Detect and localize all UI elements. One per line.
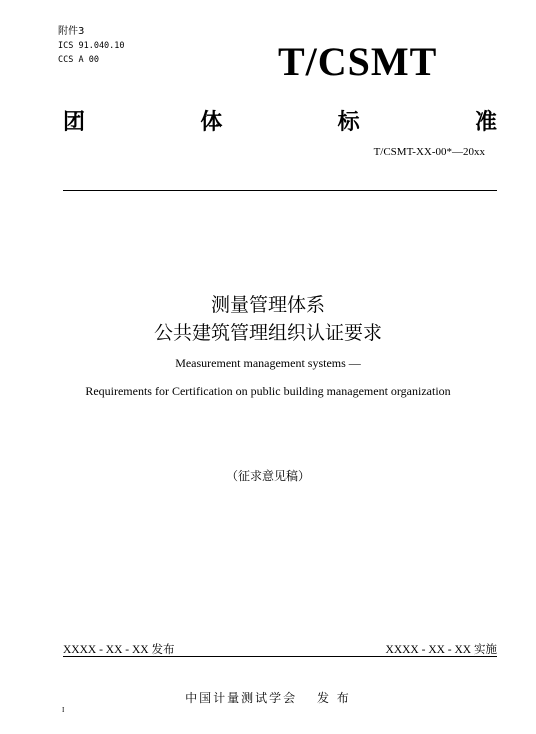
header-divider	[63, 190, 497, 191]
title-chinese-line1: 测量管理体系	[210, 294, 325, 316]
title-english-line2: Requirements for Certification on public building management organization	[85, 384, 451, 398]
footer-divider	[63, 656, 497, 657]
publisher: 中国计量测试学会 发 布	[185, 691, 351, 705]
standard-type-char: 准	[474, 110, 497, 135]
standard-type-char: 标	[337, 110, 360, 135]
standard-type-heading	[63, 105, 497, 136]
page-number: I	[62, 706, 65, 714]
appendix-label: 附件3	[58, 26, 85, 37]
issue-date: XXXX - XX - XX 发布	[63, 644, 175, 656]
ccs-code: CCS A 00	[58, 55, 99, 65]
title-english-line1: Measurement management systems —	[175, 356, 361, 370]
title-chinese-line2: 公共建筑管理组织认证要求	[153, 322, 382, 344]
standard-org-code: T/CSMT	[278, 39, 438, 84]
standard-type-char: 团	[63, 110, 86, 135]
standard-number: T/CSMT-XX-00*—20xx	[373, 146, 485, 158]
standard-type-char: 体	[200, 110, 223, 135]
implementation-date: XXXX - XX - XX 实施	[385, 644, 497, 656]
ics-code: ICS 91.040.10	[58, 41, 125, 51]
draft-status-label: （征求意见稿）	[225, 469, 310, 483]
